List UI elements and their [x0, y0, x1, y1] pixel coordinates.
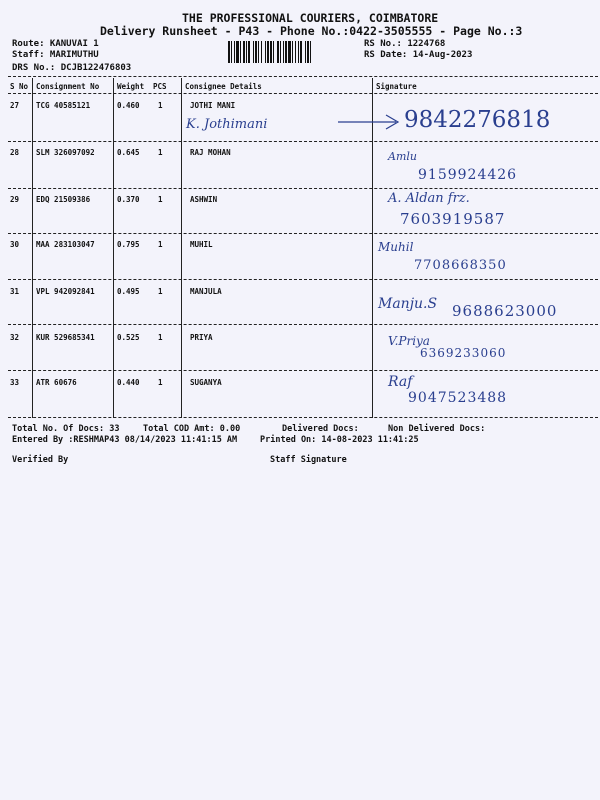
row-sno: 31 [10, 287, 20, 296]
row-pcs: 1 [158, 148, 163, 157]
row-consignee: RAJ MOHAN [190, 148, 231, 157]
row-divider [8, 279, 598, 280]
handwritten-phone: 9688623000 [452, 302, 558, 320]
staff-label: Staff: MARIMUTHU [12, 50, 99, 60]
handwritten-name: Muhil [378, 240, 414, 254]
row-sno: 29 [10, 195, 20, 204]
table-header-rule [8, 93, 598, 94]
row-divider [8, 141, 598, 142]
row-divider [8, 188, 598, 189]
handwritten-phone: 9047523488 [408, 390, 508, 406]
col-divider [181, 78, 182, 418]
verified-by: Verified By [12, 455, 69, 465]
barcode [228, 41, 360, 63]
handwritten-phone: 7708668350 [414, 258, 507, 273]
arrow-icon [336, 112, 406, 132]
handwritten-phone: 6369233060 [420, 346, 507, 360]
handwritten-phone: 9159924426 [418, 167, 518, 183]
row-pcs: 1 [158, 287, 163, 296]
row-consignee: MUHIL [190, 240, 213, 249]
row-divider [8, 233, 598, 234]
row-consignee: ASHWIN [190, 195, 218, 204]
row-consignee: JOTHI MANI [190, 101, 236, 110]
row-consignment: VPL 942092841 [36, 287, 95, 296]
handwritten-name: Amlu [388, 150, 417, 163]
handwritten-name: Raf [388, 374, 413, 390]
row-consignee: PRIYA [190, 333, 213, 342]
row-pcs: 1 [158, 240, 163, 249]
row-pcs: 1 [158, 195, 163, 204]
row-pcs: 1 [158, 333, 163, 342]
printed-on: Printed On: 14-08-2023 11:41:25 [260, 435, 419, 445]
total-docs: Total No. Of Docs: 33 [12, 424, 120, 434]
company-name: THE PROFESSIONAL COURIERS, COIMBATORE [182, 11, 439, 25]
handwritten-phone: 7603919587 [400, 210, 506, 228]
col-divider [113, 78, 114, 418]
row-consignment: EDQ 21509386 [36, 195, 91, 204]
row-weight: 0.645 [117, 148, 140, 157]
row-consignment: ATR 60676 [36, 378, 77, 387]
col-header-consignee: Consignee Details [185, 82, 262, 91]
drs-number: DRS No.: DCJB122476803 [12, 63, 132, 73]
rs-number: RS No.: 1224768 [364, 39, 446, 49]
row-weight: 0.460 [117, 101, 140, 110]
row-divider [8, 324, 598, 325]
non-delivered-docs: Non Delivered Docs: [388, 424, 486, 434]
row-consignee: MANJULA [190, 287, 222, 296]
col-header-consignment: Consignment No [36, 82, 100, 91]
col-header-signature: Signature [376, 82, 417, 91]
row-consignment: SLM 326097092 [36, 148, 95, 157]
row-sno: 33 [10, 378, 20, 387]
total-cod: Total COD Amt: 0.00 [143, 424, 241, 434]
row-pcs: 1 [158, 101, 163, 110]
rs-date: RS Date: 14-Aug-2023 [364, 50, 473, 60]
row-pcs: 1 [158, 378, 163, 387]
handwritten-name: K. Jothimani [186, 117, 268, 132]
handwritten-name: V.Priya [388, 334, 430, 348]
table-top-rule [8, 76, 598, 77]
col-header-pcs: PCS [153, 82, 167, 91]
handwritten-name: Manju.S [378, 296, 438, 312]
row-sno: 32 [10, 333, 20, 342]
row-sno: 28 [10, 148, 20, 157]
row-weight: 0.440 [117, 378, 140, 387]
row-weight: 0.370 [117, 195, 140, 204]
row-consignment: MAA 283103047 [36, 240, 95, 249]
row-consignment: KUR 529685341 [36, 333, 95, 342]
col-header-sno: S No [10, 82, 29, 91]
runsheet-subtitle: Delivery Runsheet - P43 - Phone No.:0422-3505555 - Page No.:3 [100, 24, 523, 38]
row-sno: 30 [10, 240, 20, 249]
col-divider [32, 78, 33, 418]
table-bottom-rule [8, 417, 598, 418]
row-divider [8, 370, 598, 371]
handwritten-name: A. Aldan frz. [388, 191, 470, 206]
row-sno: 27 [10, 101, 20, 110]
entered-by: Entered By :RESHMAP43 08/14/2023 11:41:15 AM [12, 435, 238, 445]
row-weight: 0.525 [117, 333, 140, 342]
row-weight: 0.795 [117, 240, 140, 249]
route-label: Route: KANUVAI 1 [12, 39, 99, 49]
handwritten-phone: 9842276818 [404, 107, 551, 133]
row-weight: 0.495 [117, 287, 140, 296]
row-consignee: SUGANYA [190, 378, 222, 387]
row-consignment: TCG 40585121 [36, 101, 91, 110]
col-header-weight: Weight [117, 82, 145, 91]
delivered-docs: Delivered Docs: [282, 424, 359, 434]
staff-signature-label: Staff Signature [270, 455, 347, 465]
